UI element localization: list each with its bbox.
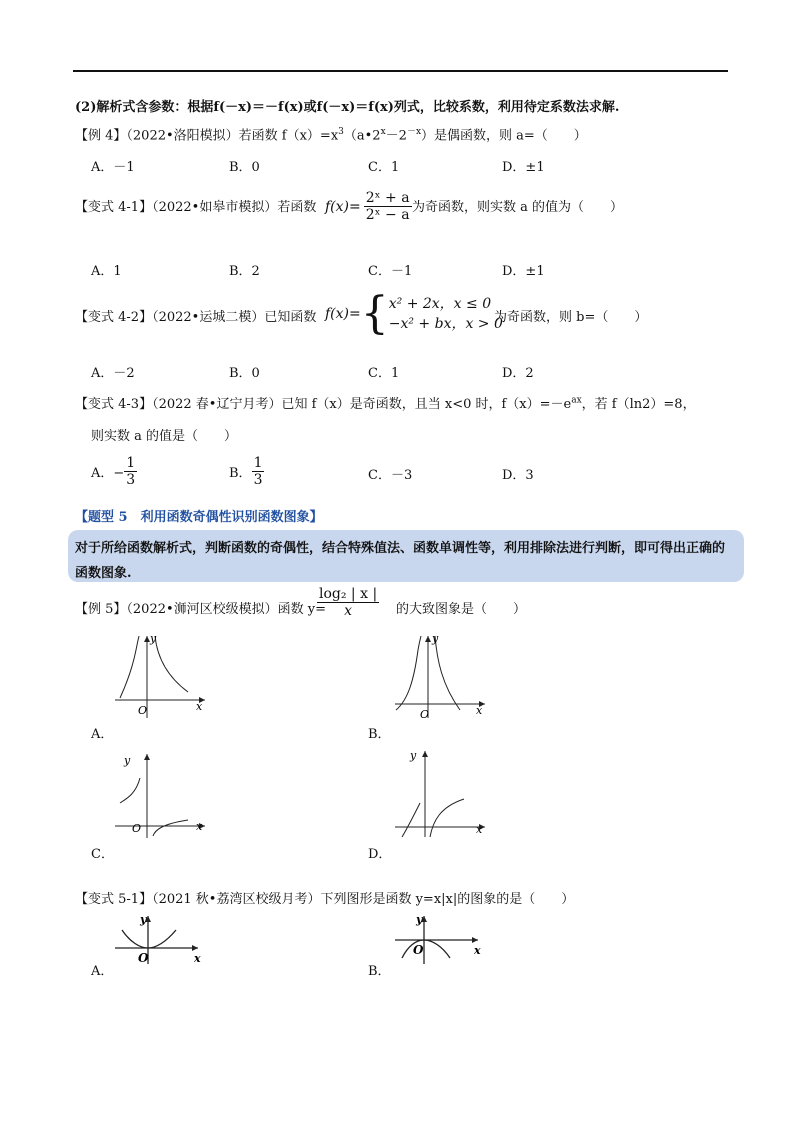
variant-4-2-brace: {	[360, 288, 389, 339]
variant-4-3-option-c: C．－3	[368, 468, 413, 483]
svg-text:y: y	[416, 913, 423, 926]
variant-5-1-label-a: A．	[91, 964, 114, 979]
variant-5-1-label-b: B．	[368, 964, 391, 979]
top-rule	[73, 70, 728, 72]
svg-text:x: x	[476, 704, 483, 717]
type-5-summary-text: 对于所给函数解析式，判断函数的奇偶性，结合特殊值法、函数单调性等，利用排除法进行判断，即可得出正确的函数图象.	[75, 541, 726, 581]
variant-4-2-option-a: A．－2	[91, 366, 135, 381]
svg-text:O: O	[420, 708, 430, 720]
variant-4-2-suffix: 为奇函数，则 b=（ ）	[494, 310, 648, 325]
variant-4-3-line2: 则实数 a 的值是（ ）	[91, 429, 238, 444]
svg-text:y: y	[150, 632, 157, 645]
variant-4-1-prefix: 【变式 4-1】（2022•如皋市模拟）若函数	[75, 200, 317, 215]
variant-4-2-formula: f(x)= { x² + 2x，x ≤ 0 −x² + bx，x > 0	[325, 288, 503, 339]
variant-4-2-option-b: B．0	[229, 366, 260, 381]
svg-text:x: x	[476, 823, 483, 836]
variant-4-1-suffix: 为奇函数，则实数 a 的值为（ ）	[412, 200, 624, 215]
svg-text:y: y	[140, 913, 147, 926]
variant-5-1-graph-a	[110, 912, 205, 967]
variant-4-3-option-d: D．3	[502, 468, 534, 483]
example-5-suffix: 的大致图象是（ ）	[396, 602, 527, 617]
svg-text:y: y	[410, 749, 417, 762]
variant-5-1-question: 【变式 5-1】（2021 秋•荔湾区校级月考）下列图形是函数 y=x|x|的图象的是（ ）	[75, 892, 575, 907]
variant-4-1-option-b: B．2	[229, 264, 260, 279]
example-4-option-b: B．0	[229, 160, 260, 175]
variant-4-3-line1: 【变式 4-3】（2022 春•辽宁月考）已知 f（x）是奇函数，且当 x<0 时，$f(x)=-e^{ax}$，若 f（ln2）=8，	[75, 395, 696, 412]
variant-4-2-option-d: D．2	[502, 366, 534, 381]
example-5-prefix: 【例 5】（2022•浉河区校级模拟）函数 y=	[75, 602, 327, 617]
example-5-graph-a	[110, 630, 210, 720]
svg-text:x: x	[196, 820, 203, 833]
variant-4-2-option-c: C．1	[368, 366, 400, 381]
example-5-graph-b	[390, 630, 490, 720]
variant-4-2-prefix: 【变式 4-2】（2022•运城二模）已知函数	[75, 310, 317, 325]
example-5-label-a: A．	[91, 727, 114, 742]
variant-4-1-option-a: A．1	[91, 264, 122, 279]
svg-text:O: O	[138, 951, 149, 965]
svg-text:x: x	[194, 952, 201, 965]
svg-text:y: y	[124, 754, 131, 767]
variant-4-3-option-a: A．− $\frac{1}{3}$	[91, 455, 136, 488]
example-4-option-c: C．1	[368, 160, 400, 175]
example-5-label-d: D．	[368, 847, 392, 862]
svg-text:y: y	[432, 632, 439, 645]
example-4-option-d: D．±1	[502, 160, 545, 175]
variant-4-1-formula: f(x)= $\frac{\text{2ˣ + a}}{\text{2ˣ − a}}$	[325, 190, 410, 223]
example-4-option-a: A．－1	[91, 160, 135, 175]
svg-text:O: O	[138, 704, 148, 717]
example-5-fraction: $\frac{\text{log₂ | x |}}{x}$	[319, 586, 378, 619]
variant-4-1-option-c: C．－1	[368, 264, 413, 279]
variant-5-1-graph-b	[390, 912, 485, 967]
svg-text:x: x	[196, 700, 203, 713]
example-5-label-b: B．	[368, 727, 391, 742]
variant-4-3-option-b: B． $\frac{1}{3}$	[229, 455, 263, 488]
svg-text:x: x	[474, 944, 481, 957]
example-5-label-c: C．	[91, 847, 114, 862]
svg-text:O: O	[132, 822, 142, 835]
variant-4-1-fraction: $\frac{\text{2ˣ + a}}{\text{2ˣ − a}}$	[365, 190, 410, 223]
type-5-heading: 【题型 5 利用函数奇偶性识别函数图象】	[75, 510, 323, 525]
example-4-question: 【例 4】（2022•洛阳模拟）若函数 $f(x)=x^3(a•2^x-2^{-x})$是偶函数，则 a=（ ）	[75, 127, 587, 144]
variant-4-1-option-d: D．±1	[502, 264, 545, 279]
intro-text: (2)解析式含参数：根据f(－x)＝－f(x)或f(－x)＝f(x)列式，比较系数，利用待定系数法求解.	[75, 100, 620, 115]
example-5-graph-d	[390, 745, 490, 840]
svg-text:O: O	[413, 943, 424, 957]
example-5-graph-c	[110, 748, 210, 840]
